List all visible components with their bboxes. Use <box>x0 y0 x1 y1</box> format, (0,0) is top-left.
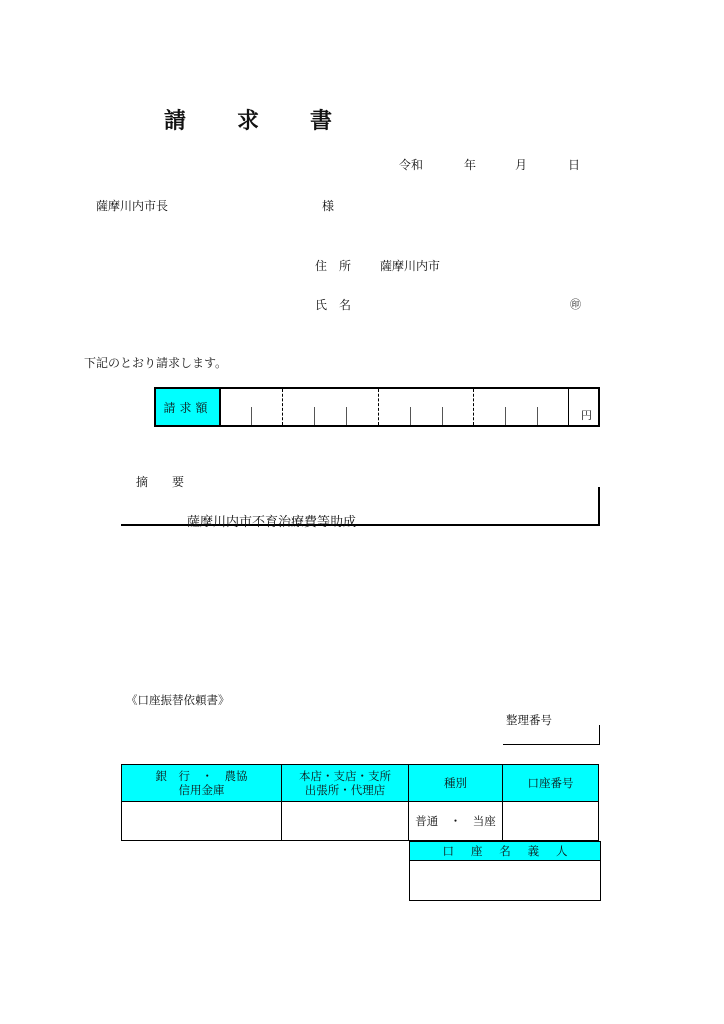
reference-number-field[interactable] <box>503 725 600 745</box>
title-char-2: 求 <box>236 109 259 134</box>
title-char-1: 請 <box>164 109 187 134</box>
name-label: 氏 名 <box>315 298 352 312</box>
amount-label: 請求額 <box>156 389 221 425</box>
summary-value: 薩摩川内市不育治療費等助成 <box>187 515 357 530</box>
amount-separator <box>282 389 283 425</box>
holder-char: 座 <box>470 844 483 858</box>
holder-char: 義 <box>527 844 540 858</box>
branch-header-line1: 本店・支店・支所 <box>299 769 391 783</box>
transfer-heading: 《口座振替依頼書》 <box>126 693 230 707</box>
date-era: 令和 <box>399 158 424 172</box>
account-number-field[interactable] <box>503 802 599 841</box>
holder-char: 人 <box>556 844 568 858</box>
amount-separator <box>473 389 474 425</box>
bank-name-field[interactable] <box>122 802 282 841</box>
digit-tick <box>314 407 315 425</box>
branch-header <box>282 765 409 802</box>
bank-header-line1: 銀 行 ・ 農協 <box>155 769 248 783</box>
intro-text: 下記のとおり請求します。 <box>84 356 228 370</box>
date-day: 日 <box>568 158 581 172</box>
summary-label: 摘 要 <box>136 475 185 489</box>
account-type-field[interactable]: 普通 ・ 当座 <box>409 802 503 841</box>
account-holder-box <box>409 841 601 901</box>
holder-char: 名 <box>499 844 511 858</box>
bank-header <box>122 765 282 802</box>
reference-label: 整理番号 <box>506 713 552 727</box>
account-holder-field[interactable] <box>410 861 600 899</box>
title-char-3: 書 <box>309 109 332 134</box>
branch-name-field[interactable] <box>282 802 409 841</box>
bank-header-row <box>122 765 599 802</box>
digit-tick <box>442 407 443 425</box>
digit-tick <box>410 407 411 425</box>
bank-input-row <box>122 802 599 841</box>
bank-table <box>121 764 599 841</box>
seal-mark: ㊞ <box>570 298 581 311</box>
account-holder-header <box>410 842 600 861</box>
address-label: 住 所 <box>315 259 352 273</box>
account-number-header: 口座番号 <box>503 765 599 802</box>
addressee-name: 薩摩川内市長 <box>96 199 169 213</box>
amount-unit: 円 <box>581 409 592 422</box>
date-month: 月 <box>515 158 528 172</box>
digit-tick <box>505 407 506 425</box>
amount-separator <box>568 389 569 425</box>
branch-header-line2: 出張所・代理店 <box>304 783 386 797</box>
amount-separator <box>378 389 379 425</box>
holder-char: 口 <box>442 844 454 858</box>
addressee-honorific: 様 <box>322 199 335 213</box>
digit-tick <box>346 407 347 425</box>
bank-header-line2: 信用金庫 <box>178 783 225 797</box>
digit-tick <box>251 407 252 425</box>
amount-box[interactable] <box>154 387 600 427</box>
date-year: 年 <box>464 158 477 172</box>
document-title <box>164 104 332 135</box>
digit-tick <box>537 407 538 425</box>
address-value[interactable]: 薩摩川内市 <box>380 259 441 273</box>
type-header: 種別 <box>409 765 503 802</box>
